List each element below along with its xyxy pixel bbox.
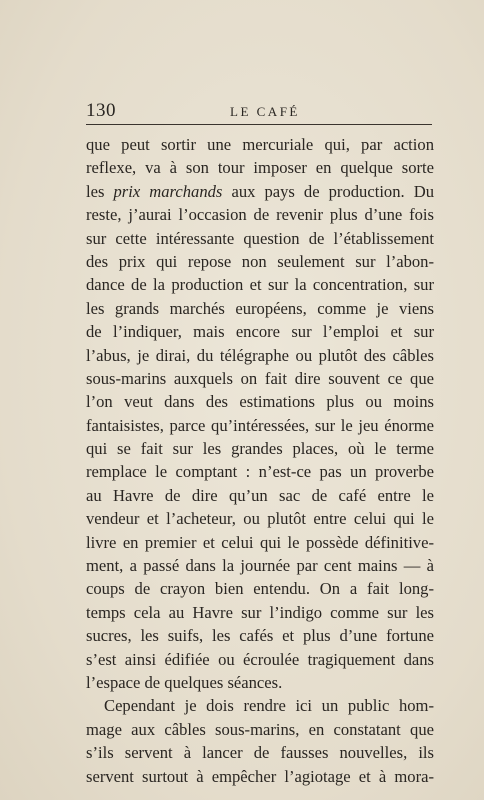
text-line: mage aux câbles sous-marins, en constatant que — [86, 719, 434, 739]
text-line: au Havre de dire qu’un sac de café entre le — [86, 485, 434, 505]
text-line: vendeur et l’acheteur, ou plutôt entre celui qui le — [86, 509, 434, 529]
text-line: de l’indiquer, mais encore sur l’emploi et sur — [86, 322, 434, 342]
text-line: qui se fait sur les grandes places, où le terme — [86, 439, 434, 459]
text-line: s’est ainsi édifiée ou écroulée tragiquement dans — [86, 649, 434, 669]
text-line: remplace le comptant : n’est-ce pas un proverbe — [86, 462, 434, 482]
page-header — [86, 98, 432, 120]
page-number: 130 — [86, 100, 116, 121]
text-line: sous-marins auxquels on fait dire souvent ce que — [86, 368, 434, 388]
body-text — [86, 133, 434, 788]
text-line: l’on veut dans des estimations plus ou moins — [86, 392, 434, 412]
text-line: reflexe, va à son tour imposer en quelque sorte — [86, 158, 434, 178]
text-line — [86, 180, 434, 203]
text-line: s’ils servent à lancer de fausses nouvelles, ils — [86, 743, 434, 763]
text-line: fantaisistes, parce qu’intéressées, sur le jeu énorme — [86, 415, 434, 435]
text-line: coups de crayon bien entendu. On a fait long- — [86, 579, 434, 599]
header-rule — [86, 124, 432, 125]
text-line: sucres, les suifs, les cafés et plus d’une fortune — [86, 626, 434, 646]
text-line: Cependant je dois rendre ici un public hom- — [104, 696, 434, 716]
text-line: servent surtout à empêcher l’agiotage et à mora- — [86, 766, 434, 786]
text-line: sur cette intéressante question de l’établissement — [86, 228, 434, 248]
text-segment: les — [86, 181, 114, 201]
text-line: des prix qui repose non seulement sur l’abon- — [86, 251, 434, 271]
italic-phrase: prix marchands — [113, 181, 223, 201]
running-title: LE CAFÉ — [230, 104, 300, 119]
text-line: que peut sortir une mercuriale qui, par action — [86, 135, 434, 154]
text-line: l’espace de quelques séances. — [86, 672, 283, 692]
text-line: ment, a passé dans la journée par cent mains — à — [86, 556, 434, 576]
text-line: dance de la production et sur la concentration, sur — [86, 275, 434, 295]
text-line: reste, j’aurai l’occasion de revenir plus d’une fois — [86, 205, 434, 225]
text-segment: aux pays de production. Du — [222, 181, 434, 201]
text-line: les grands marchés européens, comme je viens — [86, 298, 434, 318]
text-line: livre en premier et celui qui le possède définitive- — [86, 532, 434, 552]
text-line: temps cela au Havre sur l’indigo comme sur les — [86, 602, 434, 622]
text-line: l’abus, je dirai, du télégraphe ou plutôt des câbles — [86, 345, 434, 365]
